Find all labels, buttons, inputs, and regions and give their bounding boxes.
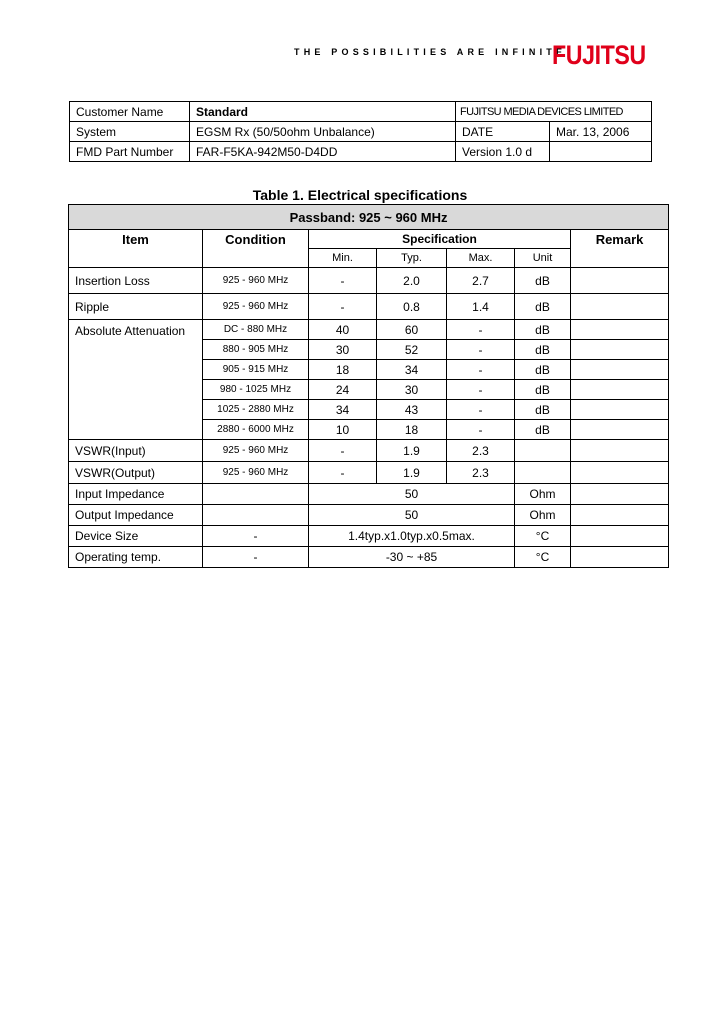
unit-cell: dB bbox=[515, 380, 571, 400]
typ-cell: 43 bbox=[377, 400, 447, 420]
value-cell: 50 bbox=[309, 484, 515, 505]
max-cell: - bbox=[447, 400, 515, 420]
condition-cell: 905 - 915 MHz bbox=[203, 360, 309, 380]
table-row bbox=[69, 484, 669, 505]
remark-cell bbox=[571, 268, 669, 294]
max-cell: - bbox=[447, 340, 515, 360]
part-number-label: FMD Part Number bbox=[70, 142, 190, 162]
remark-cell bbox=[571, 547, 669, 568]
condition-cell: 2880 - 6000 MHz bbox=[203, 420, 309, 440]
typ-cell: 18 bbox=[377, 420, 447, 440]
fujitsu-logo: FUJITSU bbox=[552, 40, 646, 70]
unit-cell: dB bbox=[515, 268, 571, 294]
typ-cell: 2.0 bbox=[377, 268, 447, 294]
condition-cell bbox=[203, 505, 309, 526]
item-cell: Device Size bbox=[69, 526, 203, 547]
remark-cell bbox=[571, 340, 669, 360]
customer-name-label: Customer Name bbox=[70, 102, 190, 122]
table-row bbox=[69, 440, 669, 462]
remark-cell bbox=[571, 526, 669, 547]
column-header-row bbox=[69, 230, 669, 249]
table-row bbox=[69, 526, 669, 547]
condition-cell: - bbox=[203, 547, 309, 568]
item-cell: Ripple bbox=[69, 294, 203, 320]
value-cell: 1.4typ.x1.0typ.x0.5max. bbox=[309, 526, 515, 547]
date-value: Mar. 13, 2006 bbox=[550, 122, 652, 142]
min-cell: - bbox=[309, 462, 377, 484]
min-cell: 24 bbox=[309, 380, 377, 400]
max-cell: 2.3 bbox=[447, 440, 515, 462]
condition-cell: DC - 880 MHz bbox=[203, 320, 309, 340]
min-cell: 40 bbox=[309, 320, 377, 340]
remark-cell bbox=[571, 505, 669, 526]
unit-cell: dB bbox=[515, 320, 571, 340]
min-cell: 18 bbox=[309, 360, 377, 380]
min-cell: 30 bbox=[309, 340, 377, 360]
sub-min-header: Min. bbox=[309, 249, 377, 268]
max-cell: 2.3 bbox=[447, 462, 515, 484]
item-cell: Absolute Attenuation bbox=[69, 320, 203, 440]
brand-tagline: THE POSSIBILITIES ARE INFINITE bbox=[294, 47, 567, 57]
remark-cell bbox=[571, 380, 669, 400]
remark-cell bbox=[571, 320, 669, 340]
sub-unit-header: Unit bbox=[515, 249, 571, 268]
item-cell: VSWR(Output) bbox=[69, 462, 203, 484]
table-caption: Table 1. Electrical specifications bbox=[252, 187, 468, 203]
table-row bbox=[69, 547, 669, 568]
item-cell: VSWR(Input) bbox=[69, 440, 203, 462]
value-cell: 50 bbox=[309, 505, 515, 526]
remark-cell bbox=[571, 294, 669, 320]
unit-cell: Ohm bbox=[515, 484, 571, 505]
item-cell: Input Impedance bbox=[69, 484, 203, 505]
table-row bbox=[69, 320, 669, 340]
customer-name-value: Standard bbox=[190, 102, 456, 122]
min-cell: 10 bbox=[309, 420, 377, 440]
unit-cell: Ohm bbox=[515, 505, 571, 526]
remark-cell bbox=[571, 440, 669, 462]
remark-cell bbox=[571, 484, 669, 505]
col-condition-header: Condition bbox=[203, 230, 309, 268]
typ-cell: 52 bbox=[377, 340, 447, 360]
item-cell: Operating temp. bbox=[69, 547, 203, 568]
table-row bbox=[69, 268, 669, 294]
company-name: FUJITSU MEDIA DEVICES LIMITED bbox=[456, 102, 652, 122]
unit-cell: dB bbox=[515, 294, 571, 320]
unit-cell: dB bbox=[515, 400, 571, 420]
sub-max-header: Max. bbox=[447, 249, 515, 268]
max-cell: - bbox=[447, 320, 515, 340]
typ-cell: 30 bbox=[377, 380, 447, 400]
item-cell: Insertion Loss bbox=[69, 268, 203, 294]
unit-cell: °C bbox=[515, 526, 571, 547]
condition-cell: 925 - 960 MHz bbox=[203, 268, 309, 294]
system-value: EGSM Rx (50/50ohm Unbalance) bbox=[190, 122, 456, 142]
version-label: Version 1.0 d bbox=[456, 142, 550, 162]
passband-title: Passband: 925 ~ 960 MHz bbox=[69, 205, 669, 230]
typ-cell: 0.8 bbox=[377, 294, 447, 320]
min-cell: 34 bbox=[309, 400, 377, 420]
unit-cell bbox=[515, 440, 571, 462]
table-row bbox=[69, 294, 669, 320]
electrical-spec-table bbox=[68, 204, 669, 568]
max-cell: - bbox=[447, 380, 515, 400]
min-cell: - bbox=[309, 440, 377, 462]
typ-cell: 1.9 bbox=[377, 462, 447, 484]
passband-row bbox=[69, 205, 669, 230]
table-row bbox=[69, 462, 669, 484]
unit-cell: °C bbox=[515, 547, 571, 568]
max-cell: - bbox=[447, 360, 515, 380]
header-row-customer bbox=[70, 102, 652, 122]
typ-cell: 34 bbox=[377, 360, 447, 380]
col-item-header: Item bbox=[69, 230, 203, 268]
unit-cell: dB bbox=[515, 420, 571, 440]
typ-cell: 1.9 bbox=[377, 440, 447, 462]
header-row-part bbox=[70, 142, 652, 162]
part-number-value: FAR-F5KA-942M50-D4DD bbox=[190, 142, 456, 162]
sub-typ-header: Typ. bbox=[377, 249, 447, 268]
max-cell: 2.7 bbox=[447, 268, 515, 294]
max-cell: 1.4 bbox=[447, 294, 515, 320]
col-specification-header: Specification bbox=[309, 230, 571, 249]
remark-cell bbox=[571, 462, 669, 484]
min-cell: - bbox=[309, 294, 377, 320]
condition-cell: 880 - 905 MHz bbox=[203, 340, 309, 360]
condition-cell: 925 - 960 MHz bbox=[203, 294, 309, 320]
item-cell: Output Impedance bbox=[69, 505, 203, 526]
table-row bbox=[69, 505, 669, 526]
unit-cell: dB bbox=[515, 360, 571, 380]
remark-cell bbox=[571, 400, 669, 420]
remark-cell bbox=[571, 420, 669, 440]
header-row-system bbox=[70, 122, 652, 142]
system-label: System bbox=[70, 122, 190, 142]
unit-cell: dB bbox=[515, 340, 571, 360]
typ-cell: 60 bbox=[377, 320, 447, 340]
condition-cell: - bbox=[203, 526, 309, 547]
document-header-table bbox=[69, 101, 652, 162]
condition-cell: 925 - 960 MHz bbox=[203, 440, 309, 462]
min-cell: - bbox=[309, 268, 377, 294]
condition-cell bbox=[203, 484, 309, 505]
unit-cell bbox=[515, 462, 571, 484]
col-remark-header: Remark bbox=[571, 230, 669, 268]
condition-cell: 980 - 1025 MHz bbox=[203, 380, 309, 400]
condition-cell: 925 - 960 MHz bbox=[203, 462, 309, 484]
date-label: DATE bbox=[456, 122, 550, 142]
max-cell: - bbox=[447, 420, 515, 440]
value-cell: -30 ~ +85 bbox=[309, 547, 515, 568]
version-empty-cell bbox=[550, 142, 652, 162]
condition-cell: 1025 - 2880 MHz bbox=[203, 400, 309, 420]
remark-cell bbox=[571, 360, 669, 380]
